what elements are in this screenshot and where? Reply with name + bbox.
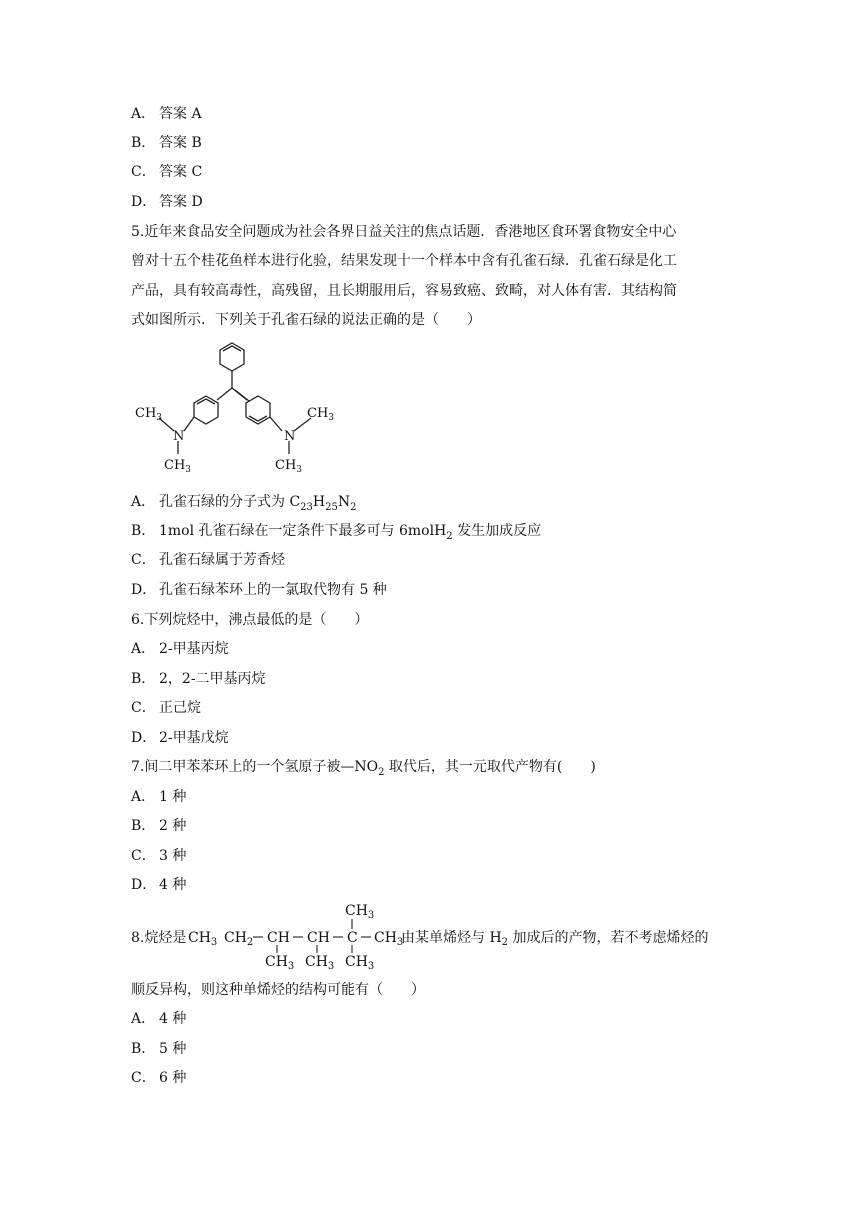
malachite-green-structure	[131, 338, 351, 482]
svg-text:CH3: $CH_3$	[307, 406, 335, 423]
q8-option-b: B． 5 种	[131, 1041, 187, 1057]
q6-option-a: A． 2-甲基丙烷	[131, 641, 229, 657]
q4-option-a: A． 答案 A	[131, 106, 202, 122]
svg-text:N: N	[173, 429, 185, 444]
q5-option-c: C． 孔雀石绿属于芳香烃	[131, 552, 285, 568]
svg-text:由某单烯烃与 H2 加成后的产物，若不考虑烯烃的: 由某单烯烃与 $H_2$ 加成后的产物，若不考虑烯烃的	[401, 930, 709, 948]
q5-option-a: A． 孔雀石绿的分子式为 $C_{23}H_{25}N_2$	[131, 494, 357, 513]
q5-stem-line-4: 式如图所示．下列关于孔雀石绿的说法正确的是（ ）	[131, 312, 481, 328]
svg-text:CH3: $CH_3$	[374, 930, 404, 948]
q6-option-b: B． 2，2-二甲基丙烷	[131, 671, 266, 687]
q5-stem-line-1: 5.近年来食品安全问题成为社会各界日益关注的焦点话题．香港地区食环署食物安全中心	[131, 224, 677, 240]
q7-option-d: D． 4 种	[131, 877, 187, 893]
q7-option-c: C． 3 种	[131, 848, 187, 864]
q5-option-b: B． 1mol 孔雀石绿在一定条件下最多可与 6molH$_2$ 发生加成反应	[131, 523, 542, 542]
svg-text:CH3: $CH_3$	[305, 954, 335, 972]
svg-text:CH3: $CH_3$	[188, 930, 218, 948]
q4-option-b: B． 答案 B	[131, 135, 202, 151]
q8-option-a: A． 4 种	[131, 1011, 187, 1027]
svg-text:8.烷烃是: 8.烷烃是	[131, 930, 187, 946]
q4-option-c: C． 答案 C	[131, 164, 203, 180]
q5-stem-line-2: 曾对十五个桂花鱼样本进行化验，结果发现十一个样本中含有孔雀石绿．孔雀石绿是化工	[131, 253, 677, 269]
svg-text:CH3: $CH_3$	[135, 406, 163, 423]
q5-option-d: D． 孔雀石绿苯环上的一氯取代物有 5 种	[131, 582, 387, 598]
q6-option-c: C． 正己烷	[131, 700, 201, 716]
svg-text:CH3: $CH_3$	[345, 903, 375, 921]
q4-option-d: D． 答案 D	[131, 194, 203, 210]
q8-stem-line-2: 顺反异构，则这种单烯烃的结构可能有（ ）	[131, 982, 425, 998]
q8-alkane-formula	[131, 898, 751, 976]
svg-text:CH2: $CH_2$	[224, 930, 254, 948]
q6-option-d: D． 2-甲基戊烷	[131, 730, 229, 746]
svg-text:CH: CH	[307, 930, 330, 946]
svg-text:CH3: $CH_3$	[275, 458, 303, 475]
svg-text:CH3: $CH_3$	[265, 954, 295, 972]
q7-stem: 7.间二甲苯苯环上的一个氢原子被$—NO_2$ 取代后，其一元取代产物有( )	[131, 759, 596, 778]
q5-stem-line-3: 产品，具有较高毒性，高残留，且长期服用后，容易致癌、致畸，对人体有害．其结构简	[131, 283, 677, 299]
svg-text:CH3: $CH_3$	[164, 458, 192, 475]
q8-option-c: C． 6 种	[131, 1070, 187, 1086]
svg-text:CH: CH	[267, 930, 290, 946]
q7-option-b: B． 2 种	[131, 818, 187, 834]
svg-text:N: N	[284, 429, 296, 444]
svg-text:C: C	[347, 930, 358, 946]
q7-option-a: A． 1 种	[131, 789, 187, 805]
q6-stem: 6.下列烷烃中，沸点最低的是（ ）	[131, 612, 369, 628]
svg-text:CH3: $CH_3$	[345, 954, 375, 972]
